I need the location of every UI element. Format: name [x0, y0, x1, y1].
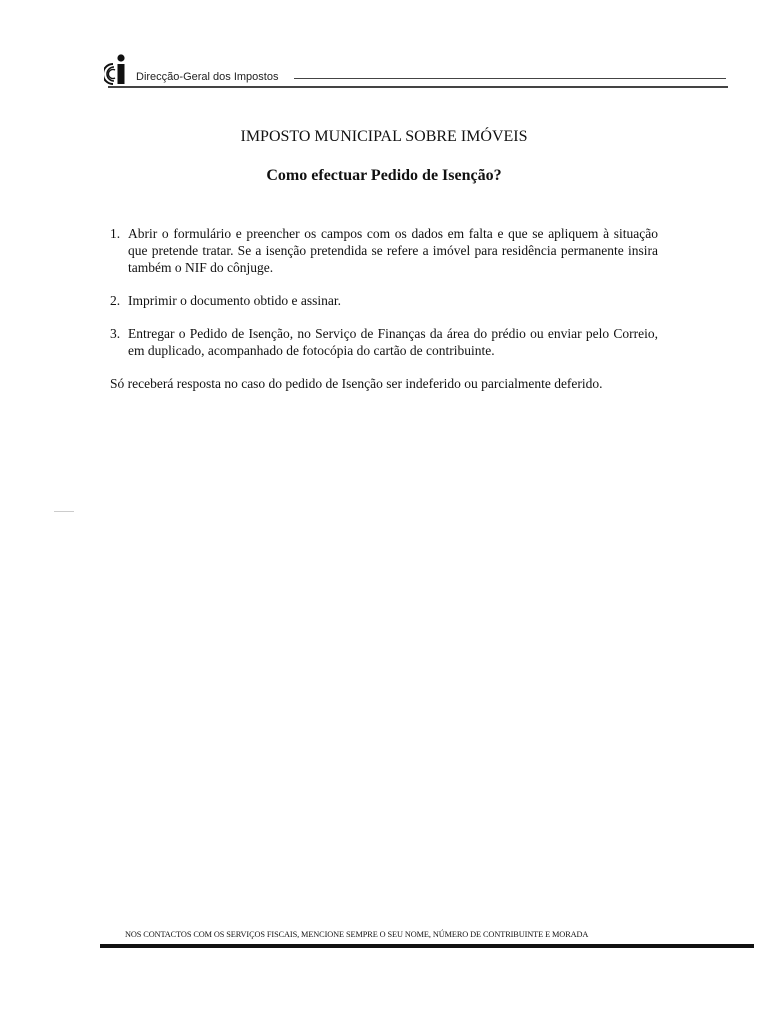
page-header [104, 54, 728, 90]
dgci-logo-icon [104, 54, 130, 86]
document-body [110, 225, 658, 392]
step-number: 3. [110, 326, 121, 341]
step-number: 1. [110, 226, 121, 241]
header-divider [108, 86, 728, 88]
steps-list [110, 225, 658, 359]
margin-mark [54, 511, 74, 512]
footer-notice: NOS CONTACTOS COM OS SERVIÇOS FISCAIS, MENCIONE SEMPRE O SEU NOME, NÚMERO DE CONTRIBUINTE E MORADA [125, 930, 589, 939]
step-item [110, 225, 658, 276]
step-text: Abrir o formulário e preencher os campos com os dados em falta e que se apliquem à situação que pretende tratar. Se a isenção pretendida se refere a imóvel para residência permanente insira também o NIF do cônjuge. [128, 226, 658, 275]
response-note: Só receberá resposta no caso do pedido de Isenção ser indeferido ou parcialmente deferido. [110, 376, 603, 391]
step-number: 2. [110, 293, 121, 308]
step-text: Entregar o Pedido de Isenção, no Serviço de Finanças da área do prédio ou enviar pelo Correio, em duplicado, acompanhado de fotocópia do cartão de contribuinte. [128, 326, 658, 358]
document-title: IMPOSTO MUNICIPAL SOBRE IMÓVEIS [240, 128, 528, 145]
step-item [110, 325, 658, 359]
document-subtitle: Como efectuar Pedido de Isenção? [266, 167, 502, 184]
footer-rule [100, 944, 754, 948]
step-text: Imprimir o documento obtido e assinar. [128, 293, 341, 308]
agency-name: Direcção-Geral dos Impostos [136, 71, 279, 83]
step-item [110, 292, 658, 309]
header-rule [294, 78, 726, 79]
